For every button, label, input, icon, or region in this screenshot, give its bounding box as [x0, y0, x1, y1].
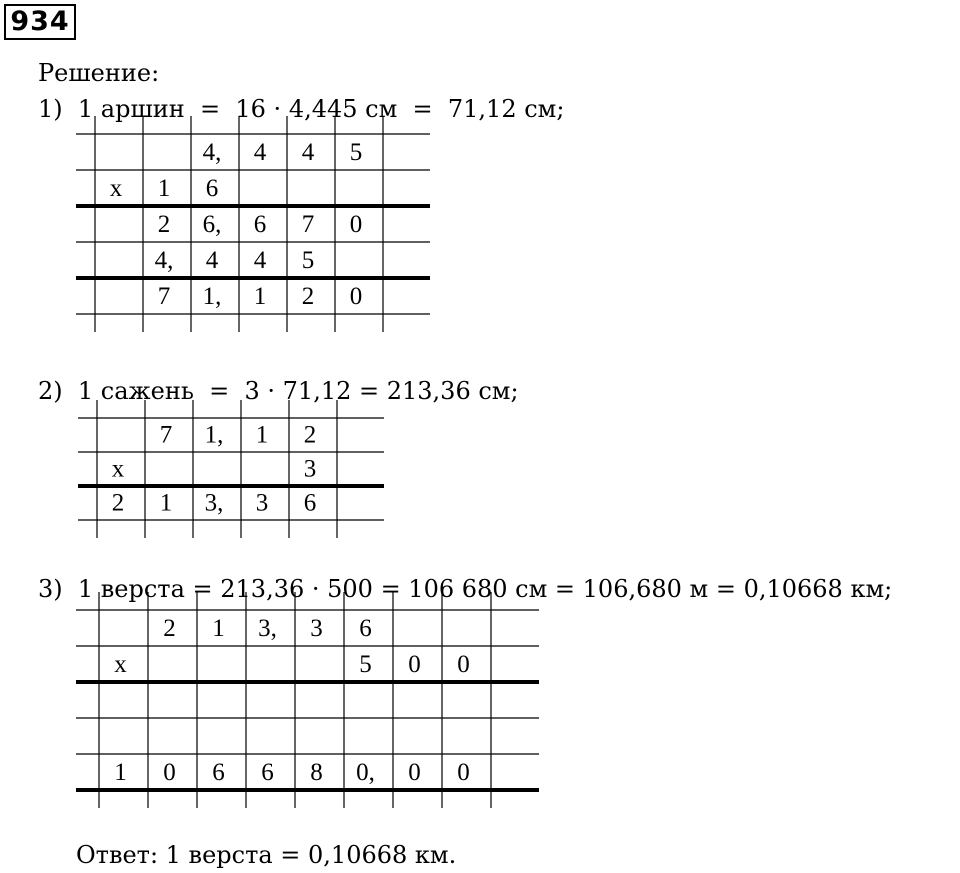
grid-cell-digit: 1 — [212, 614, 225, 642]
multiplication-grid-1 — [94, 134, 432, 332]
grid-cell-digit: 4 — [205, 246, 219, 274]
grid-cell-digit: 6 — [359, 614, 372, 642]
grid-cell-digit: 6 — [261, 758, 274, 786]
grid-cell-digit: 3, — [204, 489, 224, 517]
grid-cell-digit: 0 — [457, 758, 470, 786]
grid-svg — [94, 116, 432, 332]
step-2-text: 2) 1 сажень = 3 · 71,12 = 213,36 см; — [38, 377, 519, 405]
grid-cell-digit: 2 — [111, 489, 125, 517]
grid-cell-digit: 1 — [114, 758, 127, 786]
grid-cell-digit: 1, — [202, 282, 222, 310]
grid-cell-digit: 2 — [157, 210, 171, 238]
grid-cell-digit: 3 — [310, 614, 323, 642]
grid-svg — [96, 400, 386, 538]
grid-cell-digit: 1, — [204, 421, 224, 449]
grid-cell-digit: 0 — [349, 282, 363, 310]
grid-cell-digit: 0 — [457, 650, 470, 678]
step-3-text: 3) 1 верста = 213,36 · 500 = 106 680 см = 106,680 м = 0,10668 км; — [38, 575, 893, 603]
grid-cell-digit: 0 — [408, 650, 421, 678]
grid-cell-digit: 3, — [258, 614, 277, 642]
grid-cell-digit: 0 — [163, 758, 176, 786]
answer-text: Ответ: 1 верста = 0,10668 км. — [76, 841, 457, 869]
multiplication-grid-2 — [96, 418, 386, 538]
grid-cell-digit: 3 — [303, 455, 317, 483]
grid-cell-digit: x — [114, 650, 127, 678]
task-number: 934 — [4, 4, 76, 40]
grid-cell-digit: 5 — [301, 246, 315, 274]
grid-cell-digit: 2 — [301, 282, 315, 310]
grid-cell-digit: x — [111, 455, 125, 483]
grid-cell-digit: 7 — [159, 421, 173, 449]
grid-cell-digit: 3 — [255, 489, 269, 517]
grid-cell-digit: 0, — [356, 758, 375, 786]
step-1-text: 1) 1 аршин = 16 · 4,445 см = 71,12 см; — [38, 95, 565, 123]
grid-cell-digit: 2 — [303, 421, 317, 449]
grid-cell-digit: 0 — [408, 758, 421, 786]
grid-cell-digit: 1 — [159, 489, 173, 517]
grid-cell-digit: 1 — [157, 174, 171, 202]
grid-cell-digit: 5 — [349, 138, 363, 166]
solution-heading: Решение: — [38, 59, 160, 87]
grid-cell-digit: 2 — [163, 614, 176, 642]
grid-cell-digit: 6 — [212, 758, 225, 786]
grid-cell-digit: 8 — [310, 758, 323, 786]
grid-cell-digit: 6 — [303, 489, 317, 517]
grid-cell-digit: 0 — [349, 210, 363, 238]
grid-cell-digit: 5 — [359, 650, 372, 678]
grid-cell-digit: 6 — [253, 210, 267, 238]
grid-cell-digit: 4 — [301, 138, 315, 166]
grid-cell-digit: 7 — [301, 210, 315, 238]
grid-cell-digit: 1 — [255, 421, 269, 449]
multiplication-grid-3 — [98, 610, 541, 808]
grid-cell-digit: 7 — [157, 282, 171, 310]
grid-cell-digit: 4 — [253, 138, 267, 166]
grid-cell-digit: x — [109, 174, 123, 202]
grid-cell-digit: 1 — [253, 282, 267, 310]
grid-cell-digit: 4, — [154, 246, 174, 274]
grid-cell-digit: 4 — [253, 246, 267, 274]
grid-cell-digit: 4, — [202, 138, 222, 166]
grid-svg — [98, 592, 541, 808]
grid-cell-digit: 6, — [202, 210, 222, 238]
grid-cell-digit: 6 — [205, 174, 219, 202]
